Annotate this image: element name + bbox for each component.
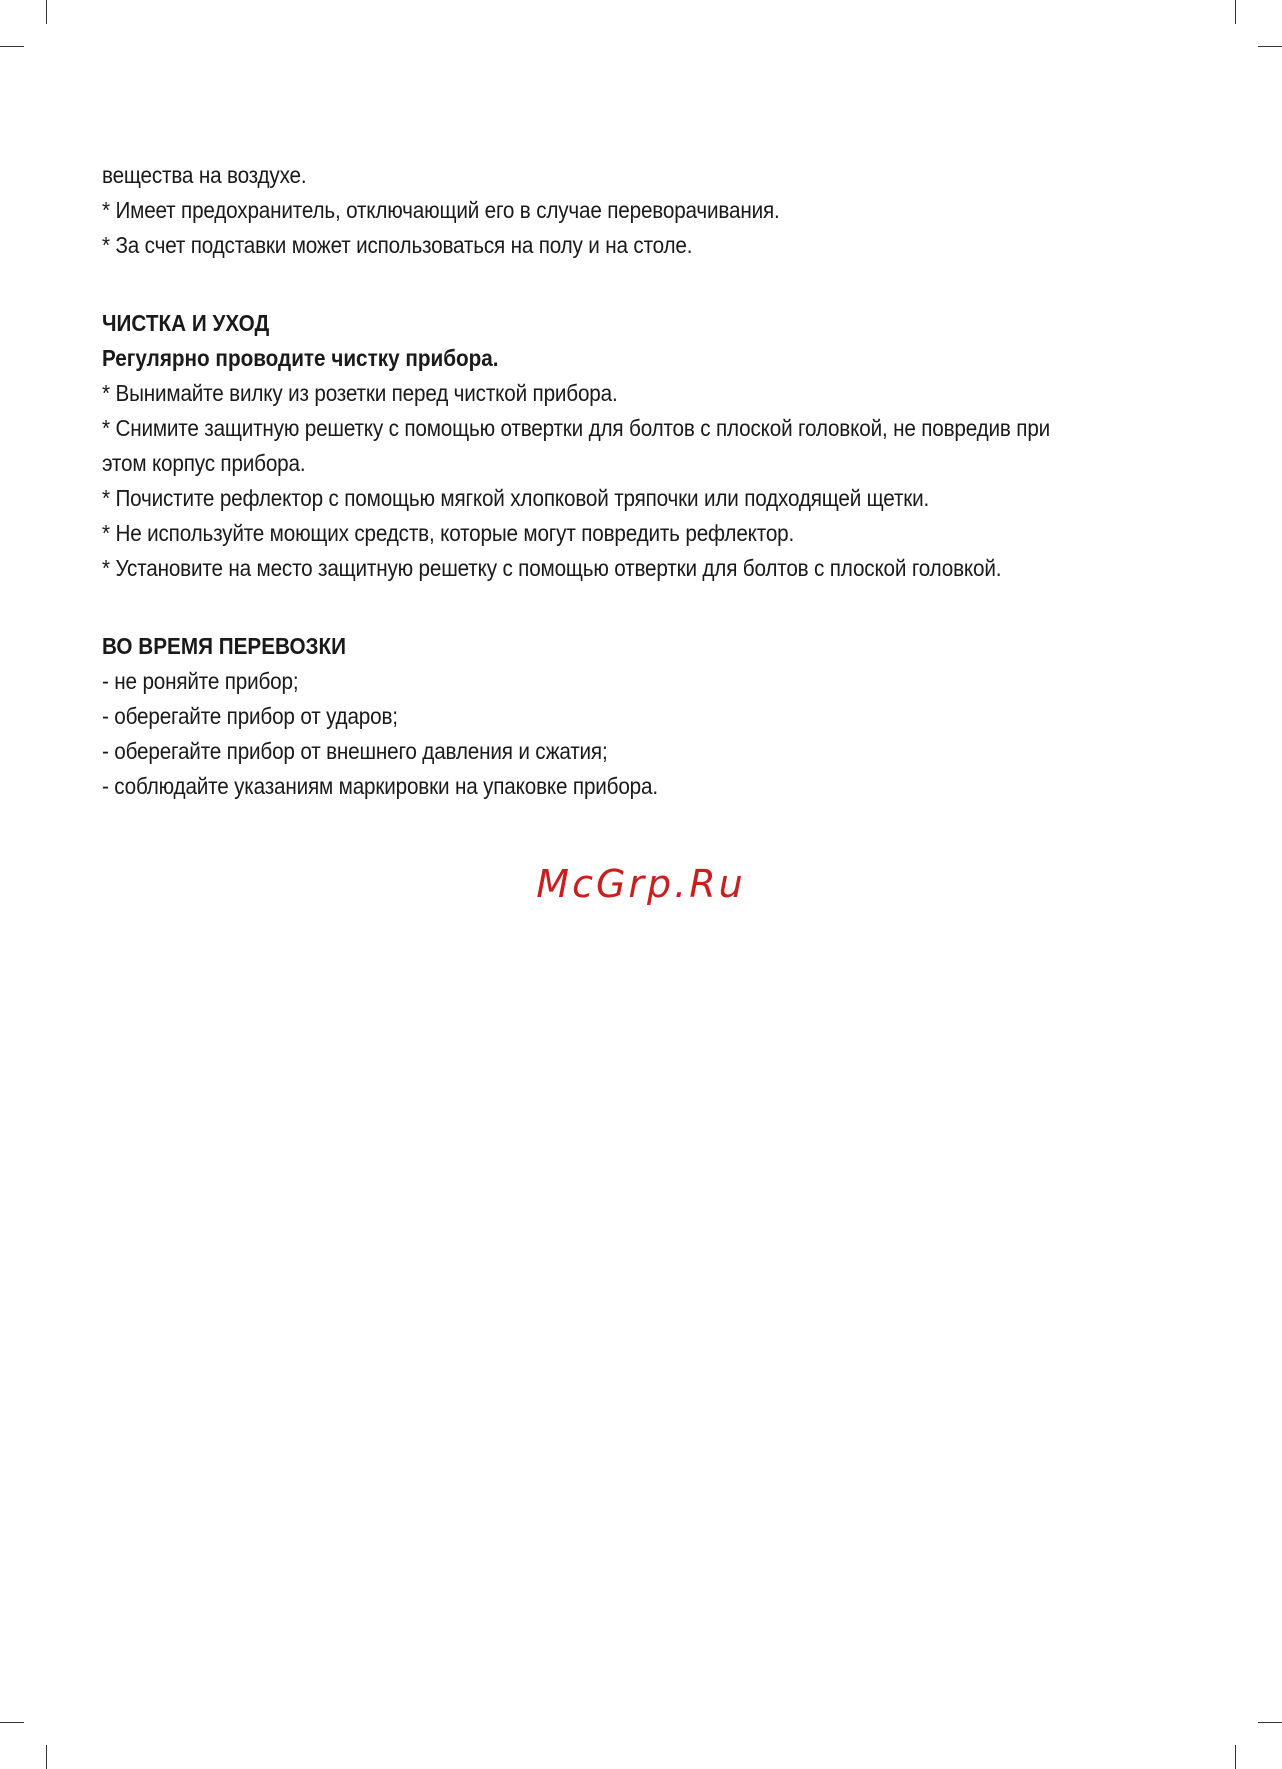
- text-line: - оберегайте прибор от внешнего давления и сжатия;: [102, 738, 608, 764]
- crop-mark: [46, 0, 47, 24]
- text-line: - оберегайте прибор от ударов;: [102, 703, 398, 729]
- crop-mark: [1258, 1722, 1282, 1723]
- crop-mark: [0, 46, 24, 47]
- crop-mark: [1258, 46, 1282, 47]
- section-heading: ВО ВРЕМЯ ПЕРЕВОЗКИ: [102, 633, 347, 659]
- section-heading: ЧИСТКА И УХОД: [102, 310, 270, 336]
- text-line: - соблюдайте указаниям маркировки на упаковке прибора.: [102, 773, 658, 799]
- text-line: * Не используйте моющих средств, которые могут повредить рефлектор.: [102, 520, 795, 546]
- watermark-logo: McGrp.Ru: [536, 862, 746, 906]
- text-line: * Имеет предохранитель, отключающий его в случае переворачивания.: [102, 197, 780, 223]
- crop-mark: [0, 1722, 24, 1723]
- section-subheading: Регулярно проводите чистку прибора.: [102, 345, 499, 371]
- intro-section: [102, 158, 1202, 263]
- text-line: вещества на воздухе.: [102, 162, 307, 188]
- cleaning-section: [102, 306, 1202, 586]
- text-line: * Установите на место защитную решетку с помощью отвертки для болтов с плоской головкой.: [102, 555, 1002, 581]
- text-line: этом корпус прибора.: [102, 450, 306, 476]
- section-gap: [102, 263, 1202, 306]
- text-line: * Снимите защитную решетку с помощью отвертки для болтов с плоской головкой, не повредив при: [102, 415, 1051, 441]
- crop-mark: [1235, 0, 1236, 24]
- section-gap: [102, 586, 1202, 629]
- text-line: - не роняйте прибор;: [102, 668, 299, 694]
- crop-mark: [1235, 1745, 1236, 1769]
- page-content: [102, 158, 1202, 804]
- text-line: * За счет подставки может использоваться на полу и на столе.: [102, 232, 693, 258]
- transport-section: [102, 629, 1202, 804]
- crop-mark: [46, 1745, 47, 1769]
- text-line: * Вынимайте вилку из розетки перед чисткой прибора.: [102, 380, 618, 406]
- text-line: * Почистите рефлектор с помощью мягкой хлопковой тряпочки или подходящей щетки.: [102, 485, 930, 511]
